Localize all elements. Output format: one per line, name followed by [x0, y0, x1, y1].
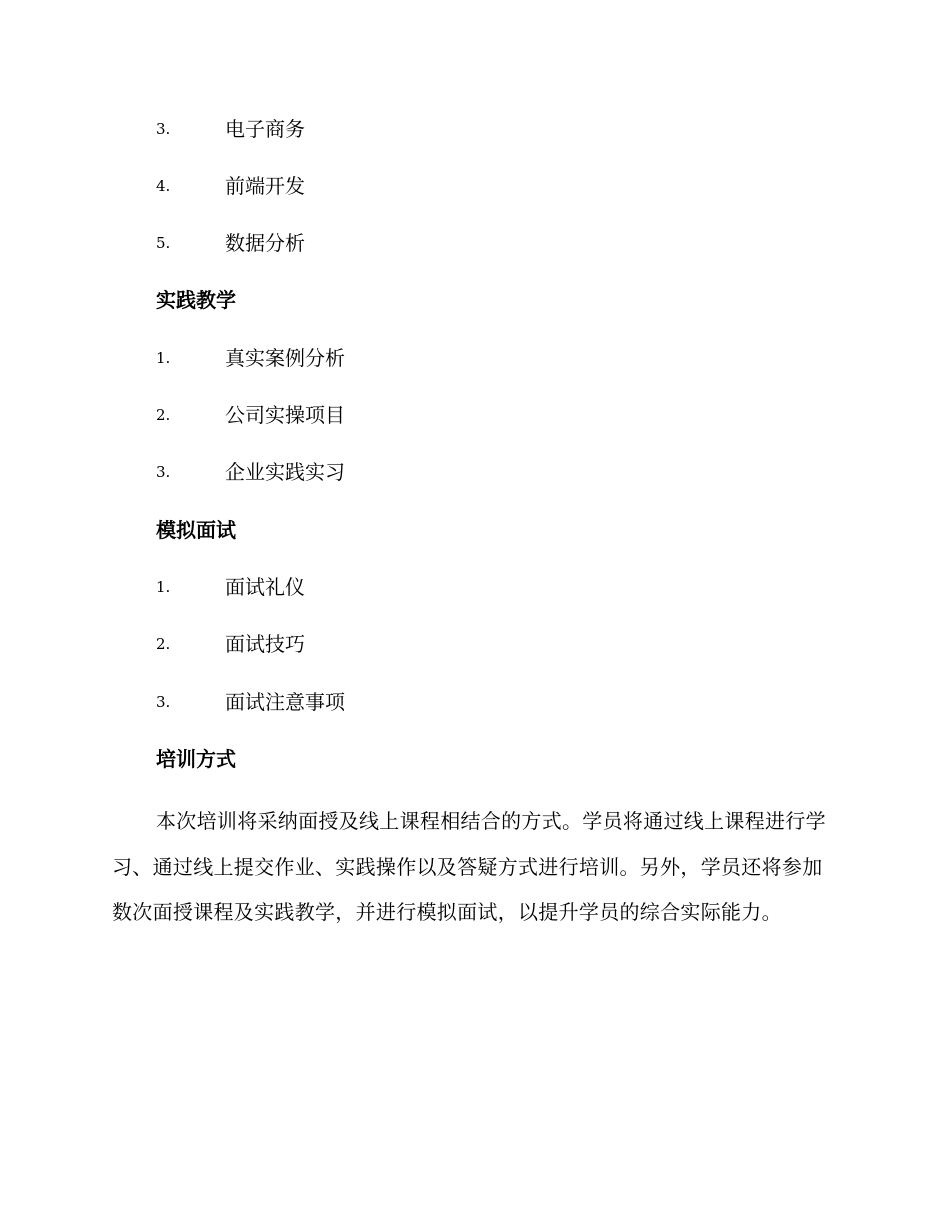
- list-item-text: 数据分析: [225, 231, 305, 255]
- list-item-text: 面试礼仪: [225, 575, 305, 599]
- list-number: 2.: [156, 635, 171, 653]
- section-heading-interview: 模拟面试: [156, 518, 236, 542]
- list-number: 4.: [156, 177, 171, 195]
- list-item-text: 企业实践实习: [225, 460, 345, 484]
- list-number: 3.: [156, 120, 171, 138]
- list-number: 3.: [156, 463, 171, 481]
- list-number: 2.: [156, 406, 171, 424]
- list-item-text: 公司实操项目: [225, 403, 345, 427]
- section-heading-method: 培训方式: [156, 747, 236, 771]
- section-heading-practice: 实践教学: [156, 288, 236, 312]
- list-number: 1.: [156, 578, 171, 596]
- list-item-text: 面试注意事项: [225, 690, 345, 714]
- list-item-text: 电子商务: [225, 117, 305, 141]
- method-paragraph: 本次培训将采纳面授及线上课程相结合的方式。学员将通过线上课程进行学习、通过线上提交作业、实践操作以及答疑方式进行培训。另外，学员还将参加数次面授课程及实践教学，并进行模拟面试，以提升学员的综合实际能力。: [112, 809, 826, 924]
- list-item-text: 真实案例分析: [225, 346, 345, 370]
- list-number: 5.: [156, 234, 171, 252]
- list-number: 1.: [156, 349, 171, 367]
- list-item-text: 面试技巧: [225, 632, 305, 656]
- list-number: 3.: [156, 693, 171, 711]
- list-item-text: 前端开发: [225, 174, 305, 198]
